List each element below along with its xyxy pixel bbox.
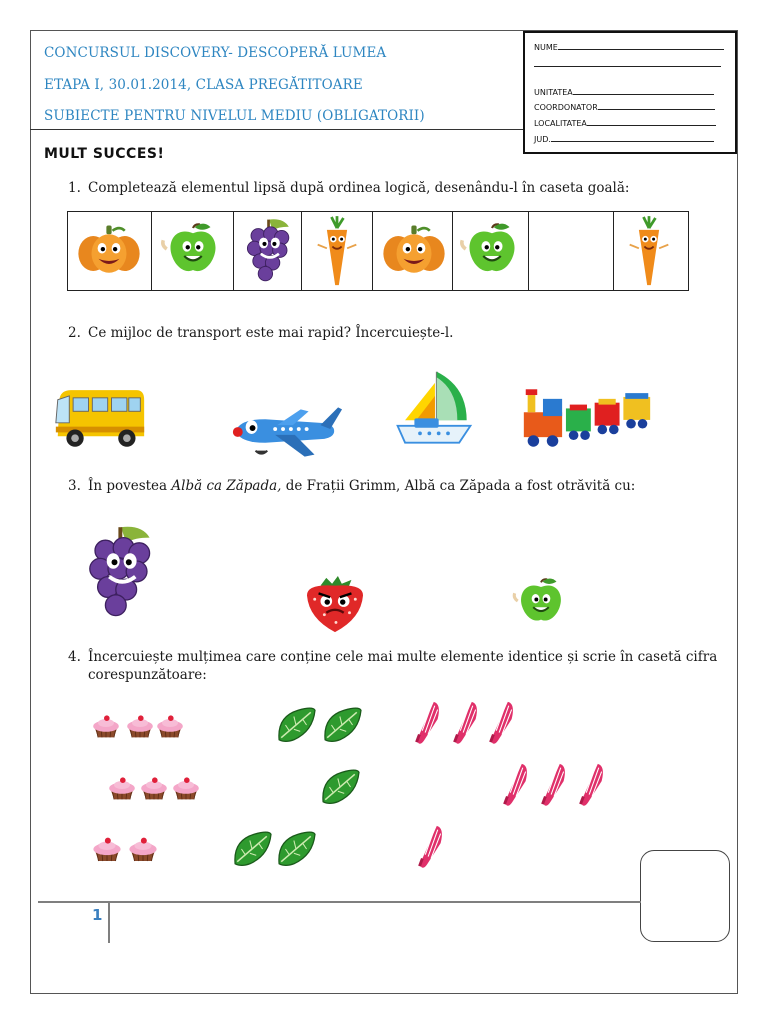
- question-3-text-end: de Frații Grimm, Albă ca Zăpada a fost otrăvită cu:: [281, 478, 636, 494]
- question-2-text: Ce mijloc de transport este mai rapid? Încercuiește-l.: [88, 325, 454, 341]
- locality-label: LOCALITATEA: [534, 119, 587, 128]
- name-label: NUME: [534, 43, 558, 52]
- carrot-icon: [314, 214, 360, 290]
- question-1-number: 1.: [68, 180, 81, 196]
- leaf-icon: [274, 706, 318, 744]
- header-contest-title: CONCURSUL DISCOVERY- DESCOPERĂ LUMEA: [44, 45, 387, 61]
- pumpkin-icon: [379, 222, 449, 278]
- question-4-text-line-1: Încercuiește mulțimea care conține cele mai multe elemente identice și scrie în casetă cifra: [88, 649, 718, 665]
- question-3-text-start: În povestea: [88, 478, 172, 494]
- coordinator-line: [598, 101, 715, 110]
- leaf-icon: [320, 706, 364, 744]
- comb-icon: [412, 698, 446, 746]
- sequence-cell-empty-answer[interactable]: [529, 212, 614, 290]
- county-label: JUD.: [534, 135, 551, 144]
- cupcake-icon: [170, 774, 202, 804]
- comb-set-row-2[interactable]: [500, 760, 614, 810]
- header-rule: [30, 129, 525, 130]
- strawberry-icon[interactable]: [300, 576, 370, 634]
- unit-line: [573, 86, 714, 95]
- county-line: [551, 133, 714, 142]
- cupcake-icon: [138, 774, 170, 804]
- county-field[interactable]: [534, 133, 714, 144]
- comb-icon: [576, 760, 610, 808]
- sailboat-icon[interactable]: [392, 362, 476, 458]
- sequence-cell-apple: [152, 212, 234, 290]
- cupcake-icon: [90, 834, 124, 866]
- carrot-icon: [626, 214, 672, 290]
- sequence-cell-pumpkin: [373, 212, 453, 290]
- question-3-story-title: Albă ca Zăpada,: [171, 478, 282, 494]
- question-1-text: Completează elementul lipsă după ordinea logică, desenându-l în caseta goală:: [88, 180, 630, 196]
- leaf-set-row-3[interactable]: [230, 830, 320, 870]
- comb-icon: [486, 698, 520, 746]
- comb-icon: [414, 822, 450, 870]
- student-id-box: [523, 31, 737, 154]
- comb-icon: [500, 760, 534, 808]
- grapes-icon[interactable]: [82, 514, 160, 634]
- sequence-cell-carrot: [614, 212, 688, 290]
- footer-rule: [38, 901, 641, 903]
- sequence-strip: [67, 211, 689, 291]
- sequence-cell-carrot: [302, 212, 373, 290]
- leaf-set-row-1[interactable]: [274, 706, 366, 746]
- apple-icon[interactable]: [510, 566, 572, 636]
- question-1: [68, 180, 629, 196]
- leaf-icon: [230, 830, 274, 868]
- sequence-cell-pumpkin: [68, 212, 152, 290]
- question-2-number: 2.: [68, 325, 81, 341]
- question-3-number: 3.: [68, 478, 81, 494]
- page-number: 1: [92, 906, 103, 924]
- leaf-set-row-2[interactable]: [318, 768, 364, 808]
- cupcake-icon: [124, 712, 156, 742]
- name-field[interactable]: [534, 41, 724, 52]
- comb-set-row-3[interactable]: [414, 822, 454, 872]
- cupcake-icon: [154, 712, 186, 742]
- cupcake-icon: [126, 834, 160, 866]
- answer-box[interactable]: [640, 850, 730, 942]
- bus-icon[interactable]: [52, 380, 148, 456]
- locality-field[interactable]: [534, 117, 716, 128]
- cupcake-set-row-3[interactable]: [90, 834, 162, 868]
- cupcake-set-row-1[interactable]: [90, 712, 190, 744]
- header-subjects-level: SUBIECTE PENTRU NIVELUL MEDIU (OBLIGATORII): [44, 108, 425, 124]
- comb-set-row-1[interactable]: [412, 698, 524, 748]
- coordinator-field[interactable]: [534, 101, 715, 112]
- good-luck-text: MULT SUCCES!: [44, 146, 165, 162]
- sequence-cell-grapes: [234, 212, 302, 290]
- leaf-icon: [318, 768, 362, 806]
- airplane-icon[interactable]: [226, 400, 344, 462]
- train-icon[interactable]: [520, 376, 654, 460]
- locality-line: [587, 117, 716, 126]
- name-line-2: [534, 58, 721, 67]
- leaf-icon: [274, 830, 318, 868]
- question-4-number: 4.: [68, 649, 81, 665]
- name-line: [558, 41, 724, 50]
- name-field-continuation[interactable]: [534, 58, 721, 69]
- header-stage-date: ETAPA I, 30.01.2014, CLASA PREGĂTITOARE: [44, 77, 363, 93]
- comb-icon: [538, 760, 572, 808]
- apple-icon: [457, 218, 527, 280]
- question-3: [68, 478, 635, 494]
- question-4: [68, 649, 717, 665]
- grapes-icon: [242, 216, 296, 288]
- coordinator-label: COORDONATOR: [534, 103, 598, 112]
- footer-divider: [108, 901, 110, 943]
- pumpkin-icon: [74, 222, 144, 278]
- cupcake-icon: [90, 712, 122, 742]
- cupcake-set-row-2[interactable]: [106, 774, 206, 806]
- apple-icon: [158, 218, 228, 280]
- unit-field[interactable]: [534, 86, 714, 97]
- question-4-continuation: corespunzătoare:: [88, 667, 207, 683]
- unit-label: UNITATEA: [534, 88, 573, 97]
- sequence-cell-apple: [453, 212, 529, 290]
- question-2: [68, 325, 453, 341]
- comb-icon: [450, 698, 484, 746]
- cupcake-icon: [106, 774, 138, 804]
